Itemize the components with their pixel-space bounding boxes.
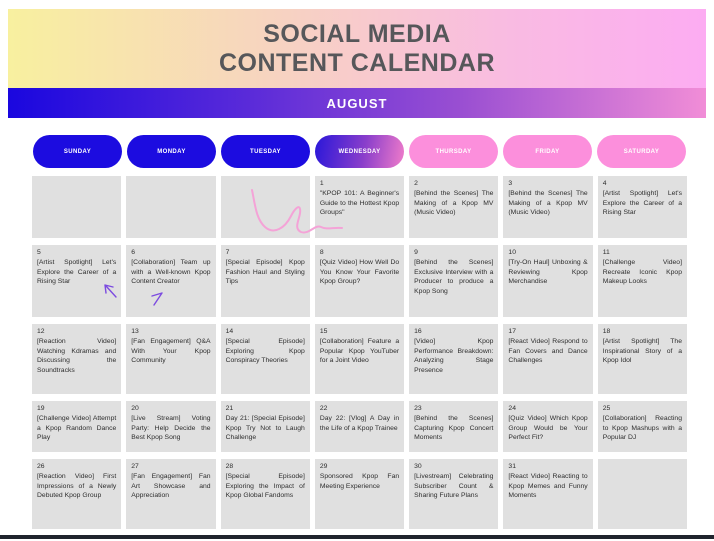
day-number: 19	[37, 405, 45, 412]
calendar-cell-day-27	[126, 459, 215, 529]
calendar-cell-empty	[221, 176, 310, 238]
day-number: 5	[37, 249, 41, 256]
day-number: 26	[37, 463, 45, 470]
calendar-cell-day-14	[221, 324, 310, 394]
calendar-cell-day-3	[503, 176, 592, 238]
day-number: 3	[508, 180, 513, 187]
cell-content: [Special Episode] Exploring the Impact of Kpop Global Fandoms	[225, 473, 305, 500]
cell-content: [Behind the Scenes] The Making of a Kpop MV (Music Video)	[414, 190, 494, 217]
day-number: 27	[131, 463, 139, 470]
cell-content: [Artist Spotlight] Let's Explore the Career of a Rising Star	[37, 259, 117, 286]
cell-content: [Collaboration] Reacting to Kpop Mashups with a Popular DJ	[602, 415, 682, 442]
calendar-cell-day-28	[221, 459, 310, 529]
day-number: 18	[602, 328, 611, 335]
calendar-cell-day-25	[598, 401, 687, 452]
weekday-label: MONDAY	[157, 148, 186, 155]
weekday-pill-monday	[127, 135, 216, 168]
calendar-cell-day-16	[409, 324, 498, 394]
cell-content: [Fan Engagement] Q&A With Your Kpop Community	[131, 338, 211, 365]
calendar-cell-day-11	[598, 245, 687, 317]
weekday-pill-friday	[503, 135, 592, 168]
day-number: 21	[225, 405, 234, 412]
day-number: 2	[414, 180, 418, 187]
day-number: 23	[414, 405, 422, 412]
bottom-bar	[0, 535, 714, 539]
cell-content: [Behind the Scenes] Exclusive Interview with a Producer to produce a Kpop Song	[414, 259, 494, 295]
calendar-cell-day-31	[503, 459, 592, 529]
day-number: 31	[508, 463, 516, 470]
weekday-label: SATURDAY	[623, 148, 660, 155]
cell-content: [Quiz Video] Which Kpop Group Would be Your Perfect Fit?	[508, 415, 588, 442]
calendar-cell-day-20	[126, 401, 215, 452]
day-number: 25	[602, 405, 611, 412]
day-number: 11	[602, 249, 610, 256]
day-number: 16	[414, 328, 422, 335]
weekday-row	[33, 135, 686, 168]
cell-content: [Behind the Scenes] Capturing Kpop Concert Moments	[414, 415, 494, 442]
weekday-pill-wednesday	[315, 135, 404, 168]
calendar-cell-day-8	[315, 245, 404, 317]
cell-content: Day 22: [Vlog] A Day in the Life of a Kpop Trainee	[319, 415, 400, 432]
calendar-cell-empty	[32, 176, 121, 238]
cell-content: [Artist Spotlight] Let's Explore the Career of a Rising Star	[602, 190, 682, 217]
calendar-cell-day-22	[315, 401, 404, 452]
cell-content: [Special Episode] Kpop Fashion Haul and Styling Tips	[225, 259, 305, 286]
cell-content: [Challenge Video] Recreate Iconic Kpop Makeup Looks	[602, 259, 682, 286]
day-number: 12	[37, 328, 45, 335]
cell-content: [Artist Spotlight] The Inspirational Story of a Kpop Idol	[602, 338, 682, 365]
day-number: 13	[131, 328, 139, 335]
calendar-cell-day-29	[315, 459, 404, 529]
day-number: 24	[508, 405, 516, 412]
weekday-pill-sunday	[33, 135, 122, 168]
weekday-label: THURSDAY	[435, 148, 472, 155]
page-title-line-1: SOCIAL MEDIA	[263, 19, 451, 48]
calendar-grid	[32, 176, 687, 529]
month-label: AUGUST	[326, 95, 388, 111]
calendar-cell-day-23	[409, 401, 498, 452]
header-banner	[8, 9, 706, 88]
weekday-pill-tuesday	[221, 135, 310, 168]
weekday-label: FRIDAY	[535, 148, 560, 155]
day-number: 28	[225, 463, 234, 470]
weekday-pill-saturday	[597, 135, 686, 168]
cell-content: [Collaboration] Feature a Popular Kpop YouTuber for a Joint Video	[319, 338, 400, 365]
day-number: 30	[414, 463, 422, 470]
cell-content: [Video] Kpop Performance Breakdown: Analyzing Stage Presence	[414, 338, 494, 374]
cell-content: [Livestream] Celebrating Subscriber Count & Sharing Future Plans	[414, 473, 494, 500]
calendar-cell-day-15	[315, 324, 404, 394]
page-title-line-2: CONTENT CALENDAR	[218, 48, 496, 77]
calendar-cell-day-19	[32, 401, 121, 452]
calendar-cell-day-26	[32, 459, 121, 529]
cell-content: [Challenge Video] Attempt a Kpop Random Dance Play	[37, 415, 117, 442]
cell-content: Day 21: [Special Episode] Kpop Try Not to Laugh Challenge	[225, 415, 305, 442]
day-number: 14	[225, 328, 234, 335]
cell-content: [React Video] Reacting to Kpop Memes and Funny Moments	[508, 473, 588, 500]
day-number: 15	[319, 328, 328, 335]
calendar-cell-day-13	[126, 324, 215, 394]
cell-content: [Quiz Video] How Well Do You Know Your Favorite Kpop Group?	[319, 259, 400, 286]
calendar-cell-day-5	[32, 245, 121, 317]
calendar-cell-day-24	[503, 401, 592, 452]
day-number: 1	[319, 180, 324, 187]
calendar-cell-day-18	[598, 324, 687, 394]
calendar-cell-day-9	[409, 245, 498, 317]
weekday-label: WEDNESDAY	[338, 148, 381, 155]
calendar-cell-empty	[598, 459, 687, 529]
cell-content: [Reaction Video] Watching Kdramas and Discussing the Soundtracks	[37, 338, 117, 374]
calendar-cell-day-10	[503, 245, 592, 317]
calendar-cell-day-2	[409, 176, 498, 238]
calendar-cell-day-7	[221, 245, 310, 317]
cell-content: [Live Stream] Voting Party: Help Decide the Best Kpop Song	[131, 415, 211, 442]
weekday-label: SUNDAY	[63, 148, 92, 155]
cell-content: [React Video] Respond to Fan Covers and Dance Challenges	[508, 338, 588, 365]
calendar-cell-day-1	[315, 176, 404, 238]
day-number: 29	[319, 463, 328, 470]
day-number: 8	[319, 249, 324, 256]
calendar-cell-empty	[126, 176, 215, 238]
calendar-cell-day-6	[126, 245, 215, 317]
day-number: 10	[508, 249, 516, 256]
day-number: 4	[602, 180, 607, 187]
cell-content: "KPOP 101: A Beginner's Guide to the Hottest Kpop Groups"	[319, 190, 400, 217]
weekday-label: TUESDAY	[250, 148, 281, 155]
cell-content: [Try-On Haul] Unboxing & Reviewing Kpop Merchandise	[508, 259, 588, 286]
cell-content: [Behind the Scenes] The Making of a Kpop MV (Music Video)	[508, 190, 588, 217]
month-bar	[8, 88, 706, 118]
cell-content: [Fan Engagement] Fan Art Showcase and Appreciation	[131, 473, 211, 500]
cell-content: Sponsored Kpop Fan Meeting Experience	[319, 473, 400, 490]
calendar-cell-day-4	[598, 176, 687, 238]
day-number: 17	[508, 328, 516, 335]
calendar-cell-day-30	[409, 459, 498, 529]
calendar-cell-day-17	[503, 324, 592, 394]
cell-content: [Reaction Video] First Impressions of a Newly Debuted Kpop Group	[37, 473, 117, 500]
calendar-cell-day-21	[221, 401, 310, 452]
day-number: 20	[131, 405, 139, 412]
weekday-pill-thursday	[409, 135, 498, 168]
day-number: 7	[225, 249, 230, 256]
cell-content: [Collaboration] Team up with a Well-known Kpop Content Creator	[131, 259, 211, 286]
calendar-cell-day-12	[32, 324, 121, 394]
day-number: 6	[131, 249, 136, 256]
day-number: 9	[414, 249, 418, 256]
day-number: 22	[319, 405, 328, 412]
cell-content: [Special Episode] Exploring Kpop Conspiracy Theories	[225, 338, 305, 365]
